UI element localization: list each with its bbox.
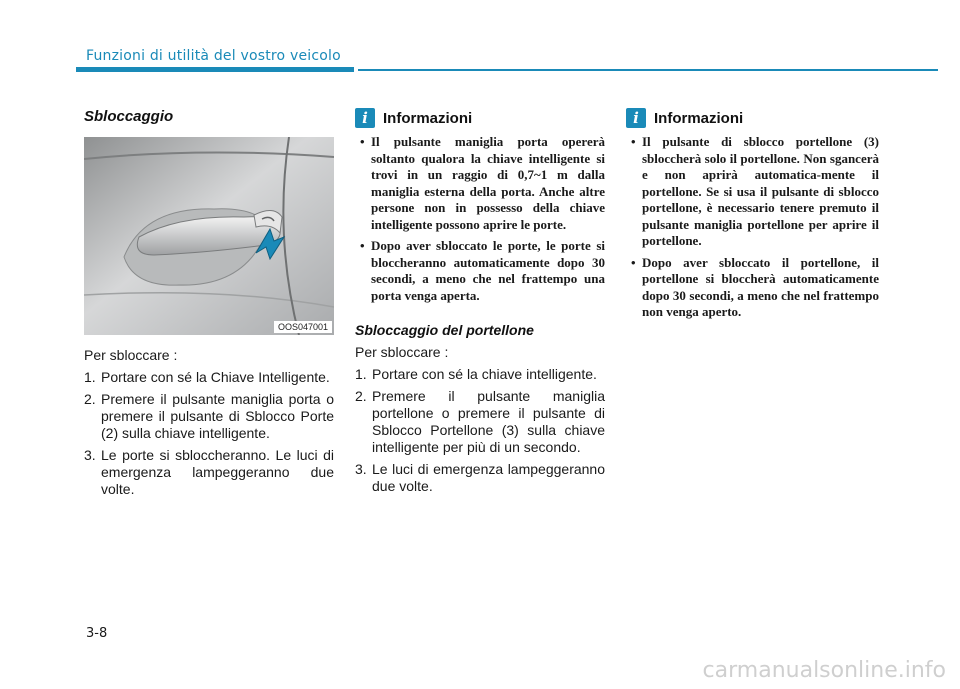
info-title: Informazioni	[654, 109, 744, 127]
tailgate-intro: Per sbloccare :	[355, 344, 449, 360]
info-bullets	[355, 134, 605, 304]
section-header: Funzioni di utilità del vostro veicolo	[86, 48, 341, 64]
tailgate-steps	[355, 366, 605, 495]
watermark: carmanualsonline.info	[702, 658, 946, 683]
door-handle-photo	[84, 137, 334, 335]
list-item: 1. Portare con sé la chiave intelligente.	[355, 366, 597, 382]
column-unlocking	[84, 108, 334, 503]
list-item: • Il pulsante maniglia porta opererà soltanto qualora la chiave intelligente si trovi in un raggio di 0,7~1 m dalla maniglia esterna della porta. Anche altre persone non in possesso della chiave intelligente possono aprire le porte.	[360, 134, 605, 232]
unlock-steps	[84, 369, 334, 498]
column-info-and-tailgate	[355, 108, 605, 500]
info-title: Informazioni	[383, 109, 473, 127]
list-item: 2. Premere il pulsante maniglia portellone o premere il pulsante di Sblocco Portellone (3) sulla chiave intelligente per più di un secondo.	[355, 388, 605, 455]
unlock-intro: Per sbloccare :	[84, 347, 178, 363]
header-rule-thick	[76, 67, 354, 72]
list-item: • Il pulsante di sblocco portellone (3) sbloccherà solo il portellone. Non sgancerà e non aprirà automatica-mente il portellone. Se si usa il pulsante di sblocco portellone, è necessario tenere premuto il pulsante maniglia portellone per aprire il portellone.	[631, 134, 879, 248]
section-title-unlocking: Sbloccaggio	[84, 108, 174, 125]
column-info-tailgate	[626, 108, 879, 326]
list-item: • Dopo aver sbloccato le porte, le porte si bloccheranno automaticamente dopo 30 secondi, a meno che nel frattempo una porta venga aperta.	[360, 238, 605, 303]
image-code: OOS047001	[274, 321, 332, 333]
list-item: 1. Portare con sé la Chiave Intelligente.	[84, 369, 330, 385]
list-item: • Dopo aver sbloccato il portellone, il portellone si bloccherà automaticamente dopo 30 secondi, a meno che nel frattempo non venga aperto.	[631, 254, 879, 319]
page-number: 3-8	[86, 626, 108, 641]
info-icon: i	[626, 108, 646, 128]
list-item: 2. Premere il pulsante maniglia porta o premere il pulsante di Sblocco Porte (2) sulla chiave intelligente.	[84, 391, 334, 441]
info-header	[355, 108, 605, 128]
info-bullets	[626, 134, 879, 321]
door-handle-illustration	[84, 137, 334, 335]
info-header	[626, 108, 879, 128]
section-title-tailgate: Sbloccaggio del portellone	[355, 322, 534, 338]
header-rule-thin	[358, 69, 938, 71]
list-item: 3. Le porte si sbloccheranno. Le luci di emergenza lampeggeranno due volte.	[84, 447, 334, 497]
info-icon: i	[355, 108, 375, 128]
list-item: 3. Le luci di emergenza lampeggeranno due volte.	[355, 461, 605, 494]
